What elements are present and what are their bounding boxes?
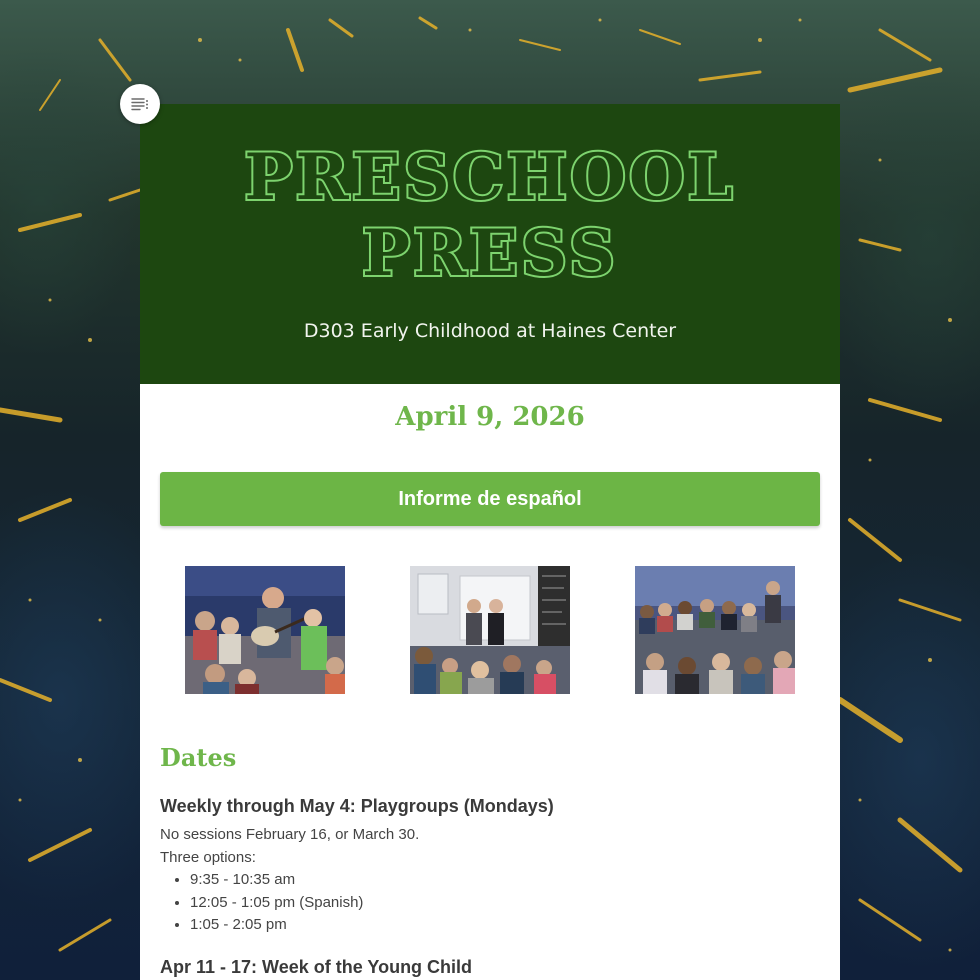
event-title-playgroups: Weekly through May 4: Playgroups (Mondays) <box>160 796 554 816</box>
photo-banjo-player-with-children <box>185 566 345 694</box>
gallery-photo-1[interactable] <box>185 566 345 694</box>
dates-heading: Dates <box>160 743 237 772</box>
title-line-1: PRESCHOOL <box>244 140 736 215</box>
newsletter-header <box>140 104 840 384</box>
list-item: • 12:05 - 1:05 pm (Spanish) <box>190 892 820 915</box>
list-item: • 9:35 - 10:35 am <box>190 869 820 892</box>
table-of-contents-button[interactable] <box>120 84 160 124</box>
newsletter-card <box>140 104 840 980</box>
newsletter-title <box>140 140 840 292</box>
gallery-photo-3[interactable] <box>635 566 795 694</box>
photo-families-seated-circle <box>635 566 795 694</box>
session-options-list <box>160 869 820 937</box>
event-note: Three options: <box>160 848 256 866</box>
photo-gallery <box>140 566 840 694</box>
newsletter-subtitle: D303 Early Childhood at Haines Center <box>303 320 677 342</box>
event-note: No sessions February 16, or March 30. <box>160 826 420 843</box>
toc-list-icon <box>131 97 149 111</box>
spanish-report-button[interactable]: Informe de español <box>160 472 820 526</box>
event-body-playgroups <box>160 824 820 937</box>
photo-musicians-in-classroom <box>410 566 570 694</box>
list-item: • 1:05 - 2:05 pm <box>190 914 820 937</box>
issue-date: April 9, 2026 <box>395 402 585 432</box>
event-title-week-of-young-child: Apr 11 - 17: Week of the Young Child <box>160 956 473 977</box>
dates-section <box>140 742 840 979</box>
gallery-photo-2[interactable] <box>410 566 570 694</box>
title-line-2: PRESS <box>361 216 619 291</box>
